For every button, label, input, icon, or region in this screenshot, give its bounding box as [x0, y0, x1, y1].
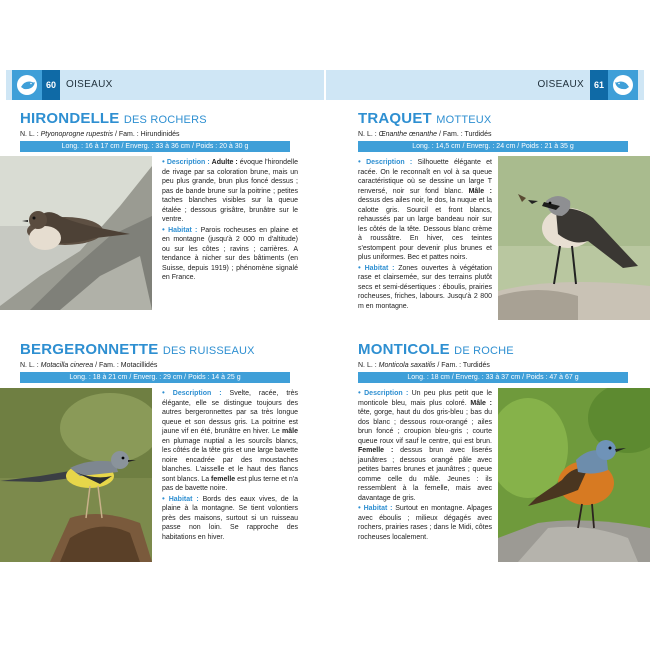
species-entry-bergeronnette — [20, 342, 320, 383]
page-header-left — [6, 70, 324, 100]
measurements-bar: Long. : 16 à 17 cm / Enverg. : 33 à 36 cm / Poids : 20 à 30 g — [20, 141, 290, 152]
bird-icon — [608, 70, 638, 100]
page-number: 60 — [42, 70, 60, 100]
latin-name: N. L. : Motacilla cinerea / Fam. : Motacillidés — [20, 362, 158, 369]
bird-photo-hirondelle — [0, 156, 152, 310]
latin-name: N. L. : Œnanthe œnanthe / Fam. : Turdidés — [358, 131, 492, 138]
page-number: 61 — [590, 70, 608, 100]
species-entry-monticole — [358, 342, 650, 383]
section-title: OISEAUX — [66, 79, 113, 90]
species-name: MONTICOLE DE ROCHE — [358, 341, 514, 358]
species-text-traquet: • Description : Silhouette élégante et racée. On le reconnaît en vol à sa queue caractéristique où se dessine un large T renversé, noir sur fond blanc. Mâle : dessus des ailes noir, le dos, la nuque et la calotte gris. Sourcil et front blancs, rehaussés par un large bandeau noir sur les côtés de la tête. Dessous blanc crème à roussâtre. En hiver, ces teintes s'estompent pour devenir plus brunes et plus uniformes. Bec et pattes noirs. • Habitat : Zones ouvertes à végétation rase et clairsemée, sur des terrains plutôt secs et semi-désertiques : éboulis, prairies rocheuses, friches, labours. Jusqu'à 2 800 m en montagne. — [358, 157, 493, 310]
section-title: OISEAUX — [537, 79, 584, 90]
measurements-bar: Long. : 18 à 21 cm / Enverg. : 29 cm / Poids : 14 à 25 g — [20, 372, 290, 383]
bird-photo-monticole — [498, 388, 650, 562]
species-text-monticole: • Description : Un peu plus petit que le monticole bleu, mais plus coloré. Mâle : tête, gorge, haut du dos gris-bleu ; bas du dos blanc ; dessous roux-orangé ; ailes brun foncé ; croupion bleu-gris ; courte queue roux vif sauf le centre, qui est brun. Femelle : dessus brun avec liserés jaunâtres ; dessous orangé pâle avec petites barres brunes et jaunâtres ; queue comme celle du mâle. Jeunes : ils ressemblent à la femelle, mais avec davantage de gris. • Habitat : Surtout en montagne. Alpages avec éboulis ; milieux dégagés avec rochers, prairies rases ; dans le Midi, côtes rocheuses localement. — [358, 388, 492, 541]
species-text-hirondelle: • Description : Adulte : évoque l'hirondelle de rivage par sa coloration brune, mais un peu plus grande, brun plus foncé dessus ; pas de bande brune sur la poitrine ; petites taches blanches visibles sur la queue étalée ; dessous grisâtre, brunâtre sur le ventre. • Habitat : Parois rocheuses en plaine et en montagne (jusqu'à 2 000 m d'altitude) ou sur les côtes ; ravins ; carrières. A tendance à nicher sur des bâtiments (en Suisse, depuis 1919) ; phénomène signalé en France. — [162, 157, 299, 281]
species-entry-traquet — [358, 111, 650, 152]
bird-photo-traquet — [498, 156, 650, 320]
species-name: TRAQUET MOTTEUX — [358, 110, 492, 127]
bird-photo-bergeronnette — [0, 388, 152, 562]
bird-icon — [12, 70, 42, 100]
species-entry-hirondelle — [20, 111, 320, 152]
species-text-bergeronnette: • Description : Svelte, racée, très élégante, elle se distingue toujours des autres bergeronnettes par sa très longue queue et son dessus gris. La poitrine est jaune vif en été, brunâtre en hiver. Le mâle en plumage nuptial a les sourcils blancs, les côtés de la tête gris et une large bavette noire encadrée par des moustaches blanches. L'aisselle et le haut des flancs sont blancs. La femelle est plus terne et n'a pas de bavette noire. • Habitat : Bords des eaux vives, de la plaine à la montagne. Se tient volontiers près des maisons, surtout si un ruisseau passe non loin. Se rapproche des habitations en hiver. — [162, 388, 298, 541]
latin-name: N. L. : Monticola saxatilis / Fam. : Turdidés — [358, 362, 490, 369]
measurements-bar: Long. : 14,5 cm / Enverg. : 24 cm / Poids : 21 à 35 g — [358, 141, 628, 152]
latin-name: N. L. : Ptyonoprogne rupestris / Fam. : Hirundinidés — [20, 131, 180, 138]
measurements-bar: Long. : 18 cm / Enverg. : 33 à 37 cm / Poids : 47 à 67 g — [358, 372, 628, 383]
species-name: HIRONDELLE DES ROCHERS — [20, 110, 207, 127]
page-header-right — [326, 70, 644, 100]
species-name: BERGERONNETTE DES RUISSEAUX — [20, 341, 255, 358]
